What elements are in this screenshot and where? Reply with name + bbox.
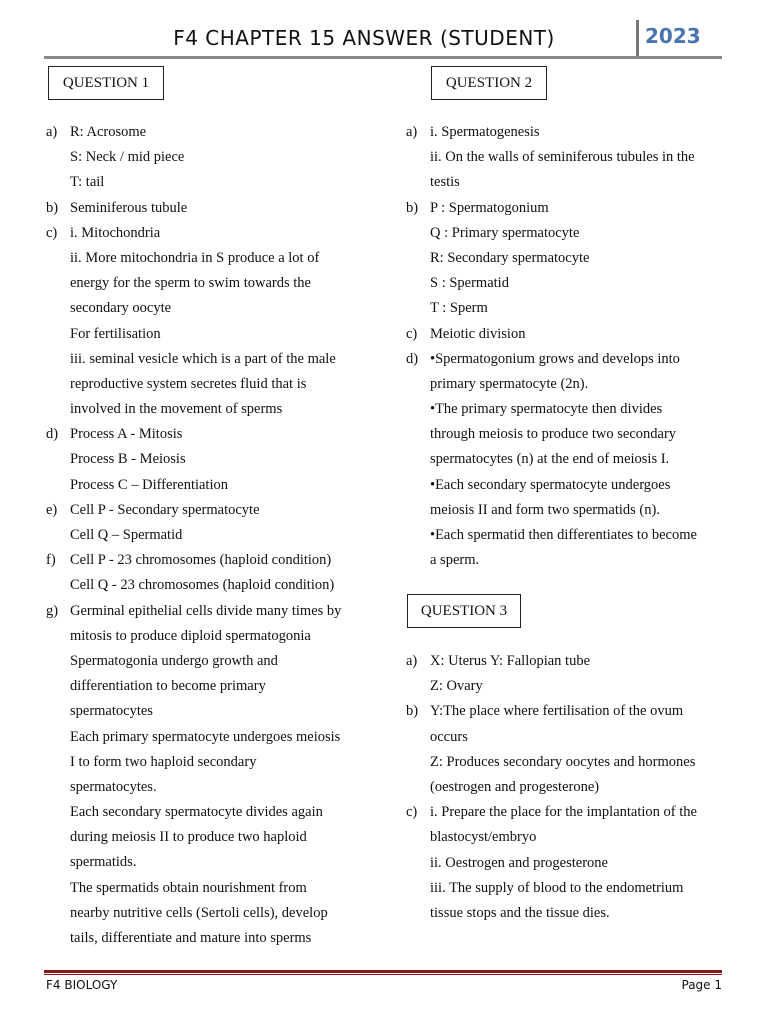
question-1-label: QUESTION 1 — [48, 66, 164, 100]
answer-line: P : Spermatogonium — [430, 199, 549, 216]
answer-line: spermatids. — [70, 854, 137, 871]
answer-line: •The primary spermatocyte then divides — [430, 401, 663, 418]
answer-item — [46, 422, 386, 498]
answer-item — [406, 322, 726, 347]
answer-line: i. Prepare the place for the implantation of the — [430, 804, 697, 821]
header-rule — [44, 56, 722, 59]
answer-marker: c) — [46, 224, 58, 241]
answer-marker: b) — [406, 703, 419, 720]
footer-rule — [44, 970, 722, 973]
answer-marker: e) — [46, 501, 58, 518]
answer-line: Process B - Meiosis — [70, 451, 186, 468]
question-1-answers — [46, 120, 386, 951]
question-3-label: QUESTION 3 — [407, 594, 521, 628]
answer-line: Each primary spermatocyte undergoes meiosis — [70, 728, 341, 745]
answer-line: mitosis to produce diploid spermatogonia — [70, 627, 311, 644]
answer-line: I to form two haploid secondary — [70, 753, 257, 770]
answer-line: Each secondary spermatocyte divides again — [70, 804, 323, 821]
answer-line: ii. Oestrogen and progesterone — [430, 854, 608, 871]
answer-line: spermatocytes — [70, 703, 153, 720]
answer-marker: a) — [406, 124, 418, 140]
answer-line: Cell Q - 23 chromosomes (haploid condition) — [70, 577, 335, 594]
answer-item — [406, 649, 726, 699]
question-2-label: QUESTION 2 — [431, 66, 547, 100]
footer-page-number: Page 1 — [681, 978, 722, 992]
answer-line: ii. On the walls of seminiferous tubules in the — [430, 149, 695, 166]
answer-line: S: Neck / mid piece — [70, 149, 185, 166]
answer-marker: g) — [46, 602, 59, 619]
answer-marker: b) — [46, 199, 59, 216]
answer-line: R: Acrosome — [70, 124, 147, 140]
question-2-answers — [406, 120, 726, 573]
answer-item — [46, 120, 386, 196]
answer-line: during meiosis II to produce two haploid — [70, 829, 307, 846]
answer-line: iii. seminal vesicle which is a part of the male — [70, 350, 336, 367]
answer-line: Germinal epithelial cells divide many times by — [70, 602, 342, 619]
answer-marker: d) — [406, 350, 419, 367]
answer-item — [46, 548, 386, 598]
answer-item — [406, 699, 726, 800]
answer-item — [46, 498, 386, 548]
answer-marker: f) — [46, 552, 56, 569]
answer-line: meiosis II and form two spermatids (n). — [430, 501, 660, 518]
answer-line: T : Sperm — [430, 300, 488, 317]
answer-line: involved in the movement of sperms — [70, 401, 283, 418]
answer-marker: c) — [406, 804, 418, 821]
answer-line: X: Uterus Y: Fallopian tube — [430, 653, 591, 669]
answer-item — [406, 800, 726, 926]
answer-line: Seminiferous tubule — [70, 199, 188, 216]
answer-line: For fertilisation — [70, 325, 161, 342]
answer-line: i. Spermatogenesis — [430, 124, 540, 140]
answer-line: Process C – Differentiation — [70, 476, 228, 493]
answer-item — [46, 221, 386, 423]
answer-line: spermatocytes (n) at the end of meiosis I. — [430, 451, 670, 468]
answer-line: Z: Ovary — [430, 678, 483, 695]
answer-item — [406, 347, 726, 574]
answer-marker: a) — [406, 653, 418, 669]
answer-line: tissue stops and the tissue dies. — [430, 904, 610, 921]
answer-line: occurs — [430, 728, 468, 745]
header-divider — [636, 20, 639, 56]
answer-line: energy for the sperm to swim towards the — [70, 275, 311, 292]
answer-line: Meiotic division — [430, 325, 526, 342]
answer-line: Cell P - Secondary spermatocyte — [70, 501, 260, 518]
answer-line: ii. More mitochondria in S produce a lot of — [70, 249, 320, 266]
answer-item — [406, 120, 726, 196]
answer-line: T: tail — [70, 174, 105, 191]
page-header — [44, 18, 722, 58]
answer-line: •Each spermatid then differentiates to become — [430, 527, 697, 543]
question-3-answers — [406, 649, 726, 926]
answer-line: blastocyst/embryo — [430, 829, 537, 846]
answer-marker: a) — [46, 124, 58, 140]
answer-line: differentiation to become primary — [70, 678, 266, 695]
answer-marker: b) — [406, 199, 419, 216]
answer-line: secondary oocyte — [70, 300, 172, 317]
answer-line: The spermatids obtain nourishment from — [70, 879, 307, 896]
answer-line: •Each secondary spermatocyte undergoes — [430, 476, 671, 493]
answer-line: spermatocytes. — [70, 778, 157, 795]
answer-item — [46, 196, 386, 221]
answer-line: S : Spermatid — [430, 275, 509, 292]
answer-line: reproductive system secretes fluid that is — [70, 375, 307, 392]
answer-line: nearby nutritive cells (Sertoli cells), develop — [70, 904, 328, 921]
footer-subject: F4 BIOLOGY — [46, 978, 118, 992]
page-title: F4 CHAPTER 15 ANSWER (STUDENT) — [173, 26, 555, 50]
answer-line: primary spermatocyte (2n). — [430, 375, 589, 392]
answer-item — [46, 599, 386, 952]
header-year: 2023 — [645, 24, 701, 48]
answer-line: iii. The supply of blood to the endometrium — [430, 879, 684, 896]
answer-line: Y:The place where fertilisation of the ovum — [430, 703, 684, 720]
answer-line: Cell P - 23 chromosomes (haploid condition) — [70, 552, 332, 569]
footer-rule-thin — [44, 974, 722, 975]
answer-line: R: Secondary spermatocyte — [430, 249, 590, 266]
answer-line: Q : Primary spermatocyte — [430, 224, 580, 241]
answer-marker: c) — [406, 325, 418, 342]
answer-line: testis — [430, 174, 460, 191]
answer-line: Z: Produces secondary oocytes and hormones — [430, 753, 696, 770]
answer-marker: d) — [46, 426, 59, 443]
answer-line: tails, differentiate and mature into sperms — [70, 930, 312, 946]
answer-line: a sperm. — [430, 552, 480, 569]
answer-line: (oestrogen and progesterone) — [430, 778, 600, 795]
answer-line: •Spermatogonium grows and develops into — [430, 350, 680, 367]
answer-line: through meiosis to produce two secondary — [430, 426, 677, 443]
answer-line: Cell Q – Spermatid — [70, 527, 183, 543]
answer-item — [406, 196, 726, 322]
answer-line: i. Mitochondria — [70, 224, 161, 241]
answer-line: Process A - Mitosis — [70, 426, 183, 443]
answer-line: Spermatogonia undergo growth and — [70, 652, 278, 669]
